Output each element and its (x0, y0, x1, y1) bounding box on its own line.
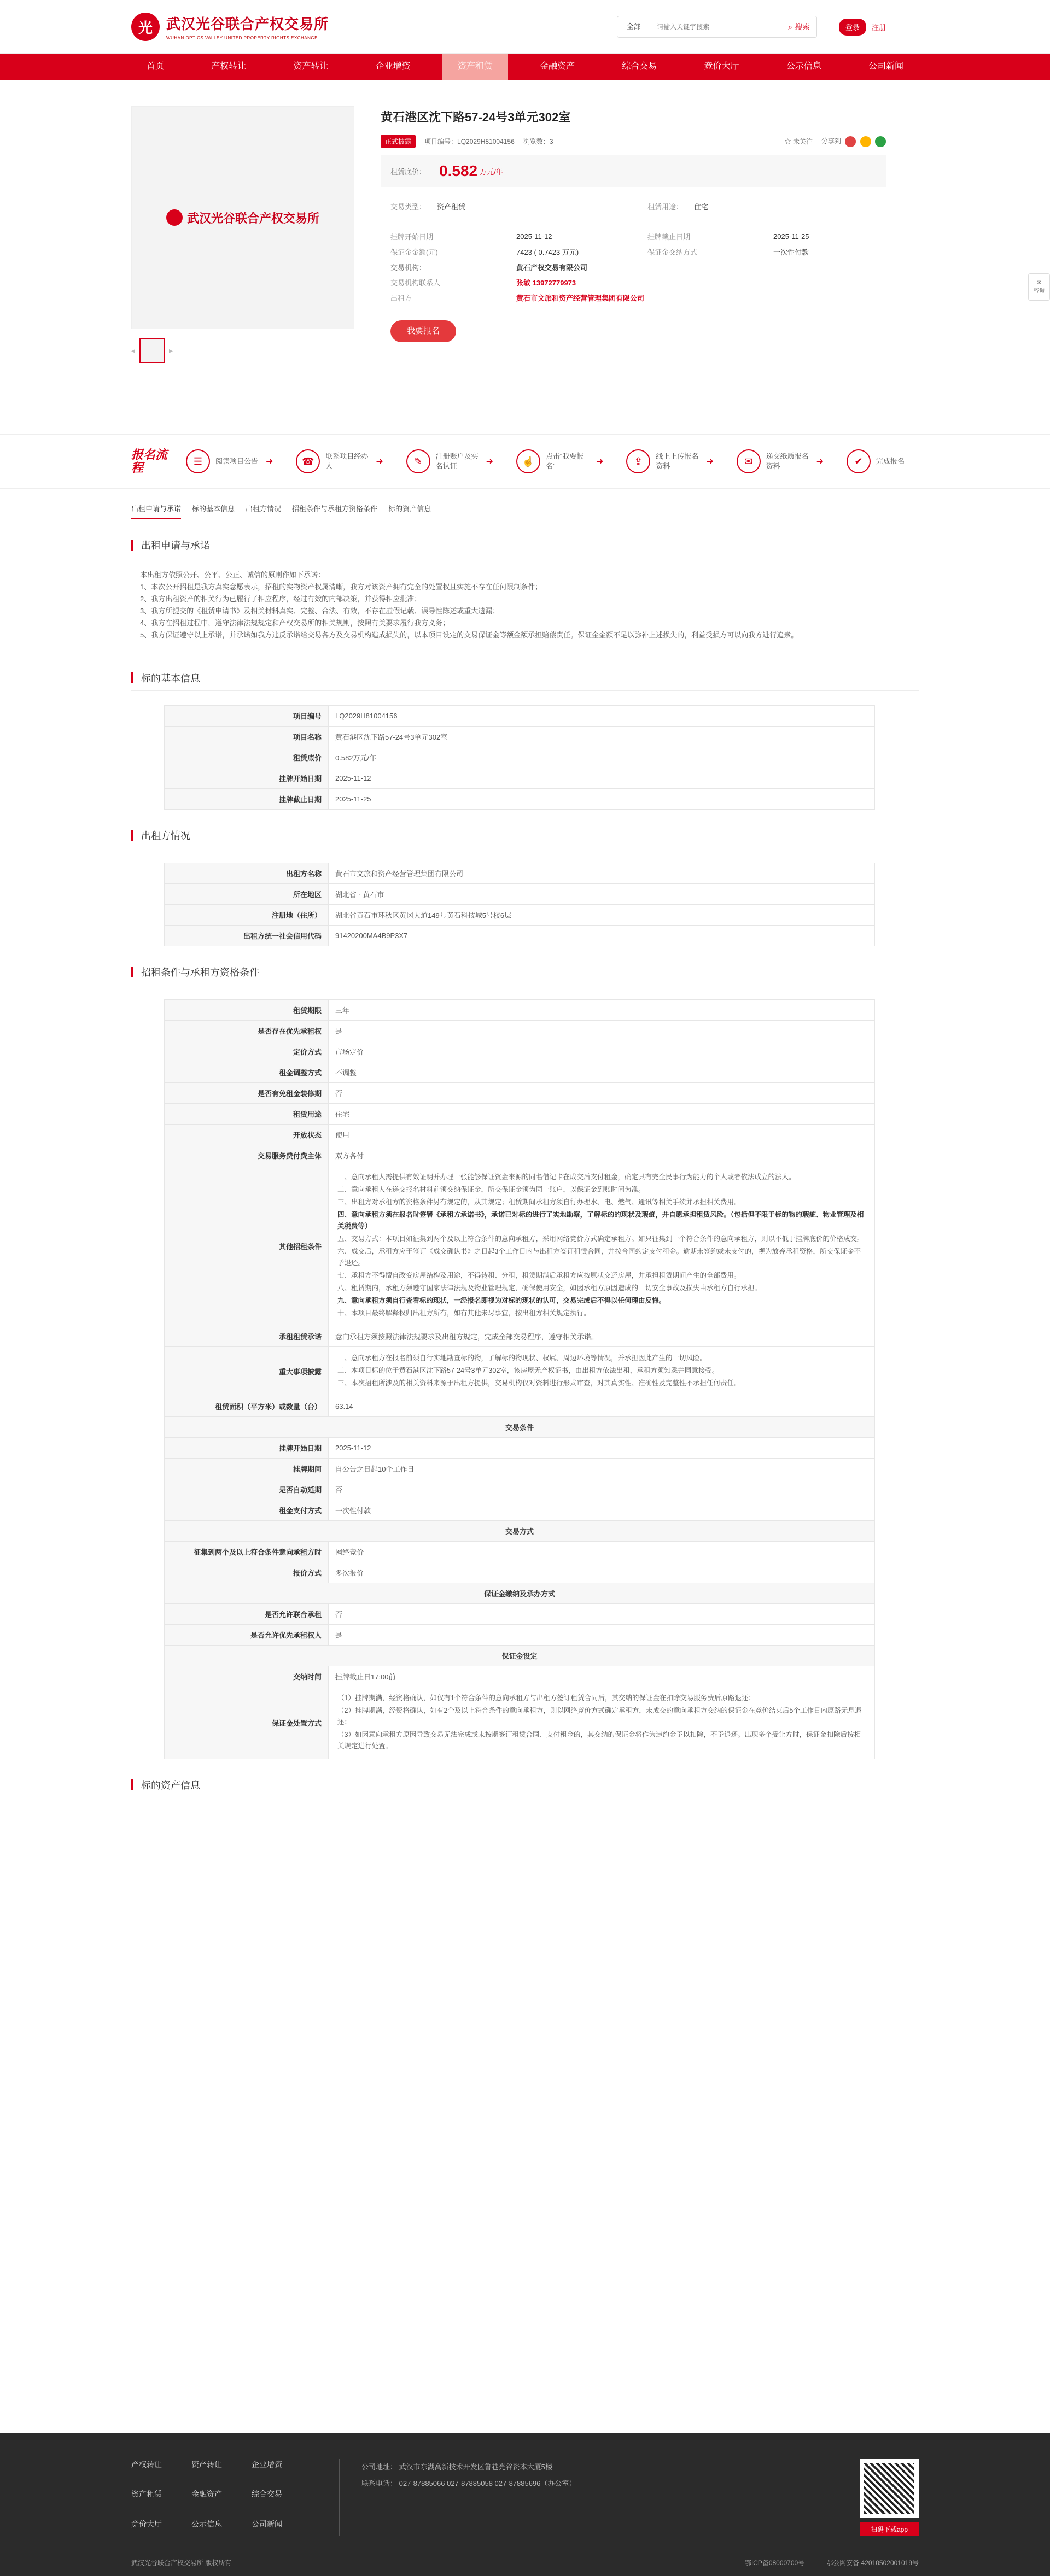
register-link[interactable]: 注册 (871, 23, 886, 32)
paragraph: 一、意向承租人需提供有效证明并办理一张能够保证资金来源的同名借记卡在成交后支付租金，确定具有完全民事行为能力的个人或者依法成立的法人。 (337, 1173, 796, 1181)
row-value: 是 (329, 1021, 875, 1041)
nav-item[interactable]: 企业增资 (375, 62, 411, 71)
process-step (516, 449, 603, 473)
footer-link[interactable]: 资产租赁 (131, 2490, 162, 2499)
row-value: 住宅 (329, 1104, 875, 1125)
copyright: 武汉光谷联合产权交易所 版权所有 (131, 2559, 232, 2567)
row-label: 所在地区 (165, 884, 329, 905)
table-row (165, 1021, 875, 1041)
app-qr[interactable]: 扫码下载app (860, 2459, 919, 2536)
footer-phone: 联系电话： 027-87885066 027-87885058 027-87885696（办公室） (361, 2479, 576, 2487)
row-value (329, 1687, 875, 1759)
project-title: 黄石港区沈下路57-24号3单元302室 (381, 110, 571, 124)
process-bar (0, 434, 1050, 489)
table-row (165, 789, 875, 810)
apply-button[interactable]: 我要报名 (390, 320, 456, 342)
footer-link[interactable]: 竞价大厅 (131, 2519, 162, 2528)
price-value: 0.582 (439, 162, 478, 179)
search-bar (617, 16, 817, 38)
row-value: 2025-11-12 (329, 1438, 875, 1459)
table-row (165, 884, 875, 905)
row-label: 租赁面积（平方米）或数量（台） (165, 1396, 329, 1417)
table-row (165, 1562, 875, 1583)
tab-item[interactable]: 招租条件与承租方资格条件 (292, 505, 378, 513)
paragraph: 八、租赁期内，承租方须遵守国家法律法规及物业管理规定，确保使用安全，如因承租方原因造成的一切安全事故及损失由承租方自行承担。 (337, 1284, 762, 1292)
top-header (0, 0, 1050, 54)
paragraph: 六、成交后，承租方应于签订《成交确认书》之日起3个工作日内与出租方签订租赁合同，并按合同约定支付租金。逾期未签约或未支付的，视为放弃承租资格，所交保证金不予退还。 (337, 1248, 861, 1267)
product-info: 黄石港区沈下路57-24号3单元302室 正式披露 项目编号：LQ2029H81004156 浏览数：3 ☆ 未关注 分享到 租赁底价： 0.582 万元/年 交易类型： 资产租赁 租赁用途： 住宅 挂牌开始日期 2025-11-12 挂牌截止日期 2025-11-25 保证金金额(元) 7423 ( 0.7423 万元) 保证金交纳方式 一次性付款 交易机构： 黄石产权交易有限公司 交易机构联系人 张敏 13972779973 出租方 黄石市文旅和资产经营管理集团有限公司 我要报名 (381, 106, 886, 408)
row-label: 保证金处置方式 (165, 1687, 329, 1759)
row-value: 否 (329, 1604, 875, 1625)
step-label: 线上上传报名资料 (656, 452, 699, 470)
nav-item[interactable]: 竞价大厅 (704, 62, 739, 71)
chat-icon: ✉ (1036, 280, 1042, 286)
group-header: 保证金设定 (165, 1646, 875, 1666)
view-count: 浏览数：3 (523, 138, 553, 145)
row-value: 0.582万元/年 (329, 747, 875, 768)
row-label: 开放状态 (165, 1125, 329, 1145)
row-label: 注册地（住所） (165, 905, 329, 926)
row-label: 是否允许优先承租权人 (165, 1625, 329, 1646)
paragraph: 五、交易方式：本项目如征集到两个及以上符合条件的意向承租方，采用网络竞价方式确定承租方。如只征集到一个符合条件的意向承租方，则以不低于挂牌底价的价格成交。 (337, 1235, 864, 1243)
row-value: 2025-11-12 (329, 768, 875, 789)
table-row (165, 1104, 875, 1125)
process-tag: 报名流程 (131, 448, 168, 475)
row-value: 否 (329, 1083, 875, 1104)
nav-item[interactable]: 资产转让 (293, 62, 329, 71)
weibo-icon[interactable] (845, 136, 856, 147)
commitment-line: 4、我方在招租过程中，遵守法律法规规定和产权交易所的相关规则，按照有关要求履行我方义务； (140, 619, 450, 627)
group-header: 保证金缴纳及承办方式 (165, 1583, 875, 1604)
section-asset-info (131, 1778, 919, 1798)
row-value: 网络竞价 (329, 1542, 875, 1562)
pay-method: 一次性付款 (773, 248, 809, 256)
search-button[interactable]: ⌕ 搜索 (788, 22, 810, 31)
commitment-line: 5、我方保证遵守以上承诺，并承诺如我方违反承诺给交易各方及交易机构造成损失的，以本项目设定的交易保证金等额金额承担赔偿责任。保证金金额不足以弥补上述损失的，利益受损方可以向我方进行追索。 (140, 631, 798, 639)
row-label: 出租方统一社会信用代码 (165, 926, 329, 946)
tab-item[interactable]: 标的基本信息 (192, 505, 235, 513)
row-value: 2025-11-25 (329, 789, 875, 810)
icp-link[interactable]: 鄂ICP备08000700号 (744, 2559, 805, 2567)
arrow-right-icon: ➜ (706, 457, 714, 466)
row-label: 报价方式 (165, 1562, 329, 1583)
table-row (165, 727, 875, 747)
step-icon: ✔ (847, 449, 871, 473)
row-label: 项目名称 (165, 727, 329, 747)
row-label: 承租租赁承诺 (165, 1326, 329, 1347)
process-step (296, 449, 383, 473)
section-title: 标的资产信息 (131, 1778, 919, 1798)
footer-link[interactable]: 产权转让 (131, 2460, 162, 2469)
project-no: 项目编号：LQ2029H81004156 (424, 138, 515, 145)
section-commitment (131, 538, 919, 652)
row-label: 重大事项披露 (165, 1347, 329, 1396)
logo-subtitle: WUHAN OPTICS VALLEY UNITED PROPERTY RIGHTS EXCHANGE (166, 36, 318, 40)
row-value: 挂牌截止日17:00前 (329, 1666, 875, 1687)
tab-item[interactable]: 标的资产信息 (388, 505, 431, 513)
start-date: 2025-11-12 (516, 232, 552, 241)
table-row (165, 747, 875, 768)
row-label: 挂牌期间 (165, 1459, 329, 1479)
row-value: 双方各付 (329, 1145, 875, 1166)
wechat-icon[interactable] (875, 136, 886, 147)
step-icon: ☎ (296, 449, 320, 473)
row-value: 一次性付款 (329, 1500, 875, 1521)
group-header: 交易方式 (165, 1521, 875, 1542)
nav-item[interactable]: 金融资产 (540, 62, 575, 71)
table-row (165, 1625, 875, 1646)
step-label: 注册账户及实名认证 (435, 452, 479, 470)
row-label: 挂牌开始日期 (165, 1438, 329, 1459)
footer-link[interactable]: 企业增资 (252, 2460, 282, 2469)
paragraph: 四、意向承租方须在报名时签署《承租方承诺书》，承诺已对标的进行了实地勘察，了解标的的现状及瑕疵，并自愿承担租赁风险。（包括但不限于标的物的瑕疵、物业管理及相关税费等） (337, 1211, 864, 1230)
deposit: 7423 ( 0.7423 万元) (516, 248, 579, 256)
paragraph: （3）如因意向承租方原因导致交易无法完成或未按期签订租赁合同、支付租金的，其交纳的保证金将作为违约金予以扣除，不予退还。出现多个受让方时，保证金扣除后按相关规定进行处置。 (337, 1731, 861, 1750)
row-label: 出租方名称 (165, 863, 329, 884)
price-label: 租赁底价： (390, 167, 427, 176)
product-summary (131, 80, 886, 408)
table-row (165, 905, 875, 926)
row-label: 是否自动延期 (165, 1479, 329, 1500)
nav-item[interactable]: 公司新闻 (868, 62, 903, 71)
table-row (165, 706, 875, 727)
footer-link[interactable]: 金融资产 (191, 2490, 222, 2499)
row-value: 黄石市文旅和资产经营管理集团有限公司 (329, 863, 875, 884)
tab-item[interactable]: 出租申请与承诺 (131, 503, 181, 519)
next-arrow-icon[interactable]: ▸ (169, 346, 173, 355)
row-label: 租赁底价 (165, 747, 329, 768)
share-group: 分享到 (821, 136, 886, 147)
row-value: 湖北省 · 黄石市 (329, 884, 875, 905)
row-label: 项目编号 (165, 706, 329, 727)
footer-link[interactable]: 公司新闻 (252, 2519, 282, 2528)
lease-use: 租赁用途： 住宅 (648, 203, 709, 211)
row-value: 否 (329, 1479, 875, 1500)
footer-link[interactable]: 公示信息 (191, 2519, 222, 2528)
commitment-line: 1、本次公开招租是我方真实意愿表示，招租的实物资产权属清晰，我方对该资产拥有完全的处置权且实施不存在任何限制条件； (140, 583, 542, 591)
paragraph: （1）挂牌期满，经资格确认，如仅有1个符合条件的意向承租方与出租方签订租赁合同后，其交纳的保证金在扣除交易服务费后原路退还； (337, 1694, 755, 1702)
police-link[interactable]: 鄂公网安备 42010502001019号 (826, 2559, 919, 2567)
follow-button[interactable]: ☆ 未关注 (784, 138, 813, 145)
prev-arrow-icon[interactable]: ◂ (131, 346, 136, 355)
commitment-line: 本出租方依照公开、公平、公正、诚信的原则作如下承诺： (140, 571, 325, 579)
trade-type: 交易类型： 资产租赁 (390, 203, 466, 211)
tab-item[interactable]: 出租方情况 (246, 505, 282, 513)
step-label: 阅读项目公告 (215, 457, 259, 465)
row-label: 定价方式 (165, 1041, 329, 1062)
footer-link[interactable]: 资产转让 (191, 2460, 222, 2469)
org-contact: 张敏 13972779973 (516, 278, 576, 287)
row-label: 租金调整方式 (165, 1062, 329, 1083)
paragraph: 二、意向承租人在递交报名材料前须交纳保证金，所交保证金须为同一账户，以保证金到账时间为准。 (337, 1186, 645, 1193)
table-row (165, 1604, 875, 1625)
paragraph: 九、意向承租方须自行查看标的现状，一经报名即视为对标的现状的认可，交易完成后不得以任何理由反悔。 (337, 1297, 666, 1304)
commitment-line: 2、我方出租资产的相关行为已履行了相应程序，经过有效的内部决策，并获得相应批准； (140, 595, 422, 603)
search-input[interactable] (650, 16, 781, 37)
step-label: 完成报名 (876, 457, 905, 465)
row-value: 是 (329, 1625, 875, 1646)
paragraph: （2）挂牌期满，经资格确认，如有2个及以上符合条件的意向承租方，则以网络竞价方式确定承租方，未成交的意向承租方交纳的保证金在竞价结束后5个工作日内原路无息退还； (337, 1707, 862, 1726)
row-value: 意向承租方须按照法律法规要求及出租方规定，完成全部交易程序，遵守相关承诺。 (329, 1326, 875, 1347)
step-icon: ☝ (516, 449, 540, 473)
row-label: 租赁期限 (165, 1000, 329, 1021)
row-label: 租金支付方式 (165, 1500, 329, 1521)
image-caption: 武汉光谷联合产权交易所 (186, 211, 319, 226)
row-value (329, 1166, 875, 1326)
table-row (165, 1000, 875, 1021)
row-label: 征集到两个及以上符合条件意向承租方时 (165, 1542, 329, 1562)
row-value: 63.14 (329, 1396, 875, 1417)
row-value: 湖北省黄石市环秋区黄冈大道149号黄石科技城5号楼6层 (329, 905, 875, 926)
process-step (406, 449, 493, 473)
section-conditions (131, 965, 919, 1759)
section-title: 出租方情况 (131, 828, 919, 848)
row-value: 不调整 (329, 1062, 875, 1083)
row-label: 是否存在优先承租权 (165, 1021, 329, 1041)
step-icon: ✉ (737, 449, 761, 473)
row-label: 租赁用途 (165, 1104, 329, 1125)
row-label: 是否允许联合承租 (165, 1604, 329, 1625)
step-icon: ⇪ (626, 449, 650, 473)
step-label: 递交纸质报名资料 (766, 452, 809, 470)
paragraph: 三、出租方对承租方的资格条件另有规定的，从其规定；租赁期间承租方须自行办理水、电、燃气、通讯等相关手续并承担相关费用。 (337, 1198, 741, 1206)
detail-tabs (131, 503, 919, 519)
step-label: 联系项目经办人 (325, 452, 369, 470)
process-step (737, 449, 824, 473)
table-row (165, 1479, 875, 1500)
paragraph: 三、本次招租所涉及的相关资料来源于出租方提供，交易机构仅对资料进行形式审查，对其真实性、准确性及完整性不承担任何责任。 (337, 1379, 741, 1387)
login-button[interactable]: 登录 (839, 19, 866, 36)
row-value: 多次报价 (329, 1562, 875, 1583)
search-icon: ⌕ (788, 22, 792, 31)
site-logo[interactable] (131, 13, 329, 41)
image-gallery (131, 106, 354, 408)
paragraph: 七、承租方不得擅自改变房屋结构及用途，不得转租、分租，租赁期满后承租方应按原状交还房屋，并承担租赁期间产生的全部费用。 (337, 1272, 741, 1279)
logo-icon: 光 (131, 13, 160, 41)
table-row (165, 1459, 875, 1479)
footer-address: 公司地址： 武汉市东湖高新技术开发区鲁巷光谷资本大厦5楼 (361, 2463, 552, 2471)
table-row (165, 1145, 875, 1166)
commitment-line: 3、我方所提交的《租赁申请书》及相关材料真实、完整、合法、有效，不存在虚假记载、误导性陈述或重大遗漏； (140, 607, 500, 615)
process-step (847, 449, 919, 473)
group-header: 交易条件 (165, 1417, 875, 1438)
table-row (165, 1062, 875, 1083)
nav-item[interactable]: 产权转让 (211, 62, 247, 71)
section-title: 标的基本信息 (131, 671, 919, 691)
lessor: 黄石市文旅和资产经营管理集团有限公司 (516, 294, 645, 302)
section-basic-info (131, 671, 919, 810)
arrow-right-icon: ➜ (596, 457, 604, 466)
table-row (165, 1542, 875, 1562)
consult-floater[interactable]: ✉ 咨询 (1028, 273, 1050, 301)
paragraph: 二、本项目标的位于黄石港区沈下路57-24号3单元302室，该房屋无产权证书，由出租方依法出租，承租方须知悉并同意接受。 (337, 1367, 719, 1374)
nav-item[interactable]: 综合交易 (622, 62, 657, 71)
qr-code-icon (864, 2463, 914, 2514)
thumbnail[interactable] (139, 338, 165, 363)
main-nav (0, 54, 1050, 80)
footer-link[interactable]: 综合交易 (252, 2490, 282, 2499)
status-badge: 正式披露 (381, 135, 416, 148)
row-label: 挂牌截止日期 (165, 789, 329, 810)
arrow-right-icon: ➜ (266, 457, 273, 466)
table-row (165, 768, 875, 789)
row-value: 三年 (329, 1000, 875, 1021)
table-row (165, 1438, 875, 1459)
trade-org: 黄石产权交易有限公司 (516, 263, 588, 272)
search-scope-select[interactable]: 全部 (617, 16, 650, 37)
table-row (165, 863, 875, 884)
step-label: 点击“我要报名” (545, 452, 584, 470)
logo-title: 武汉光谷联合产权交易所 (166, 16, 329, 33)
process-step (626, 449, 713, 473)
arrow-right-icon: ➜ (486, 457, 494, 466)
row-label: 其他招租条件 (165, 1166, 329, 1326)
nav-item[interactable]: 公示信息 (786, 62, 821, 71)
price-unit: 万元/年 (480, 167, 503, 176)
row-value (329, 1347, 875, 1396)
paragraph: 十、本项目最终解释权归出租方所有，如有其他未尽事宜，按出租方相关规定执行。 (337, 1309, 591, 1317)
row-value: 黄石港区沈下路57-24号3单元302室 (329, 727, 875, 747)
qzone-icon[interactable] (860, 136, 871, 147)
section-lessor (131, 828, 919, 946)
section-title: 出租申请与承诺 (131, 538, 919, 558)
step-icon: ☰ (186, 449, 210, 473)
table-row (165, 1041, 875, 1062)
price-box (381, 155, 886, 187)
row-value: 使用 (329, 1125, 875, 1145)
row-label: 交纳时间 (165, 1666, 329, 1687)
step-icon: ✎ (406, 449, 430, 473)
paragraph: 一、意向承租方在报名前须自行实地勘查标的物，了解标的物现状、权属、周边环境等情况，并承担因此产生的一切风险。 (337, 1354, 707, 1362)
table-row (165, 1500, 875, 1521)
end-date: 2025-11-25 (773, 232, 809, 241)
row-label: 挂牌开始日期 (165, 768, 329, 789)
row-value: 自公告之日起10个工作日 (329, 1459, 875, 1479)
row-value: LQ2029H81004156 (329, 706, 875, 727)
nav-item[interactable]: 首页 (147, 62, 165, 71)
process-step (186, 449, 273, 473)
row-label: 是否有免租金装修期 (165, 1083, 329, 1104)
section-title: 招租条件与承租方资格条件 (131, 965, 919, 985)
row-value: 91420200MA4B9P3X7 (329, 926, 875, 946)
table-row (165, 1083, 875, 1104)
main-image (131, 106, 354, 329)
arrow-right-icon: ➜ (376, 457, 383, 466)
row-label: 交易服务费付费主体 (165, 1145, 329, 1166)
row-value: 市场定价 (329, 1041, 875, 1062)
logo-icon (166, 209, 183, 226)
table-row (165, 1125, 875, 1145)
table-row (165, 926, 875, 946)
footer (0, 2433, 1050, 2576)
nav-item[interactable]: 资产租赁 (442, 54, 508, 80)
arrow-right-icon: ➜ (816, 457, 824, 466)
